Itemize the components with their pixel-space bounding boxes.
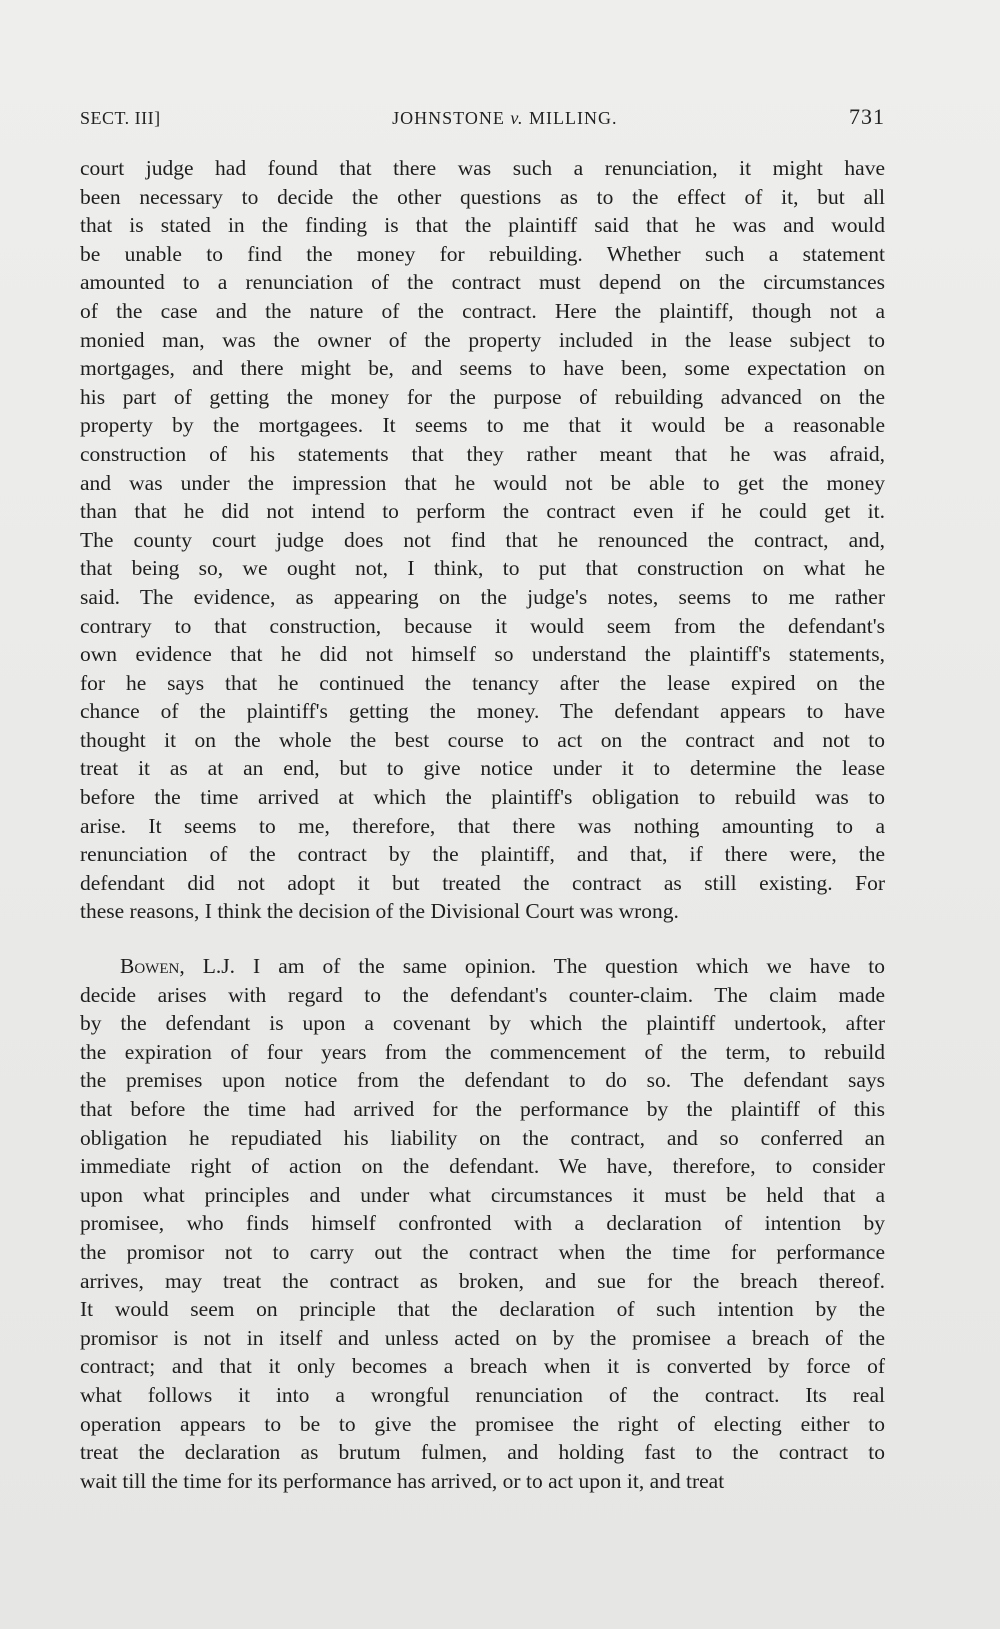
- text-line: decide arises with regard to the defendant's counter-claim. The claim made: [80, 982, 885, 1007]
- text-line: defendant did not adopt it but treated the contract as still existing. For: [80, 870, 885, 895]
- text-line: said. The evidence, as appearing on the judge's notes, seems to me rather: [80, 584, 885, 609]
- text-line: court judge had found that there was such a renunciation, it might have: [80, 156, 885, 180]
- text-line: It would seem on principle that the declaration of such intention by the: [80, 1297, 885, 1322]
- text-line: his part of getting the money for the purpose of rebuilding advanced on the: [80, 384, 885, 409]
- paragraph-bowen-judgment: [80, 952, 885, 1495]
- text-line: thought it on the whole the best course to act on the contract and not to: [80, 727, 885, 752]
- text-line: [80, 952, 885, 981]
- text-line: been necessary to decide the other questions as to the effect of it, but all: [80, 184, 885, 209]
- case-title-plaintiff: JOHNSTONE: [392, 108, 505, 128]
- text-line: chance of the plaintiff's getting the money. The defendant appears to have: [80, 699, 885, 724]
- running-head: [80, 104, 885, 136]
- text-line: monied man, was the owner of the property included in the lease subject to: [80, 327, 885, 352]
- text-line: operation appears to be to give the promisee the right of electing either to: [80, 1411, 885, 1436]
- text-line: before the time arrived at which the plaintiff's obligation to rebuild was to: [80, 785, 885, 810]
- text-line: promisor is not in itself and unless acted on by the promisee a breach of the: [80, 1325, 885, 1350]
- text-line: treat the declaration as brutum fulmen, and holding fast to the contract to: [80, 1440, 885, 1465]
- text-line: the promisor not to carry out the contract when the time for performance: [80, 1239, 885, 1264]
- line-text: I am of the same opinion. The question which we have to: [234, 954, 885, 979]
- text-line: obligation he repudiated his liability on the contract, and so conferred an: [80, 1125, 885, 1150]
- text-line: The county court judge does not find that he renounced the contract, and,: [80, 527, 885, 552]
- text-line: what follows it into a wrongful renunciation of the contract. Its real: [80, 1382, 885, 1407]
- text-line: arrives, may treat the contract as broken, and sue for the breach thereof.: [80, 1268, 885, 1293]
- text-line: these reasons, I think the decision of the Divisional Court was wrong.: [80, 899, 679, 924]
- text-line: upon what principles and under what circumstances it must be held that a: [80, 1182, 885, 1207]
- case-title: [392, 108, 617, 129]
- text-line: by the defendant is upon a covenant by which the plaintiff undertook, after: [80, 1011, 885, 1036]
- text-line: be unable to find the money for rebuilding. Whether such a statement: [80, 241, 885, 266]
- text-line: that being so, we ought not, I think, to put that construction on what he: [80, 556, 885, 581]
- text-line: that before the time had arrived for the performance by the plaintiff of this: [80, 1097, 885, 1121]
- text-line: promisee, who finds himself confronted with a declaration of intention by: [80, 1211, 885, 1236]
- text-line: the expiration of four years from the commencement of the term, to rebuild: [80, 1039, 885, 1064]
- text-line: construction of his statements that they rather meant that he was afraid,: [80, 441, 885, 466]
- case-title-versus: v.: [510, 108, 524, 128]
- text-line: contrary to that construction, because it would seem from the defendant's: [80, 613, 885, 638]
- text-line: property by the mortgagees. It seems to me that it would be a reasonable: [80, 413, 885, 438]
- text-line: for he says that he continued the tenancy after the lease expired on the: [80, 670, 885, 695]
- text-line: mortgages, and there might be, and seems to have been, some expectation on: [80, 356, 885, 381]
- text-line: and was under the impression that he would not be able to get the money: [80, 470, 885, 495]
- text-line: wait till the time for its performance has arrived, or to act upon it, and treat: [80, 1468, 725, 1493]
- text-line: than that he did not intend to perform the contract even if he could get it.: [80, 499, 885, 524]
- judge-name: Bowen, L.J.: [120, 954, 235, 979]
- paragraph-judgment-continued: [80, 154, 885, 926]
- text-line: amounted to a renunciation of the contract must depend on the circumstances: [80, 270, 885, 295]
- text-line: arise. It seems to me, therefore, that there was nothing amounting to a: [80, 813, 885, 838]
- text-line: that is stated in the finding is that the plaintiff said that he was and would: [80, 213, 885, 238]
- case-title-defendant: MILLING.: [529, 108, 618, 128]
- text-line: the premises upon notice from the defendant to do so. The defendant says: [80, 1068, 885, 1093]
- text-line: renunciation of the contract by the plaintiff, and that, if there were, the: [80, 842, 885, 867]
- text-line: own evidence that he did not himself so understand the plaintiff's statements,: [80, 642, 885, 667]
- text-line: immediate right of action on the defendant. We have, therefore, to consider: [80, 1154, 885, 1179]
- page-number: 731: [848, 104, 885, 129]
- section-label: SECT. III]: [80, 108, 161, 128]
- text-line: contract; and that it only becomes a breach when it is converted by force of: [80, 1354, 885, 1379]
- paragraph-gap: [80, 926, 885, 952]
- text-line: of the case and the nature of the contract. Here the plaintiff, though not a: [80, 298, 885, 323]
- text-line: treat it as at an end, but to give notice under it to determine the lease: [80, 756, 885, 781]
